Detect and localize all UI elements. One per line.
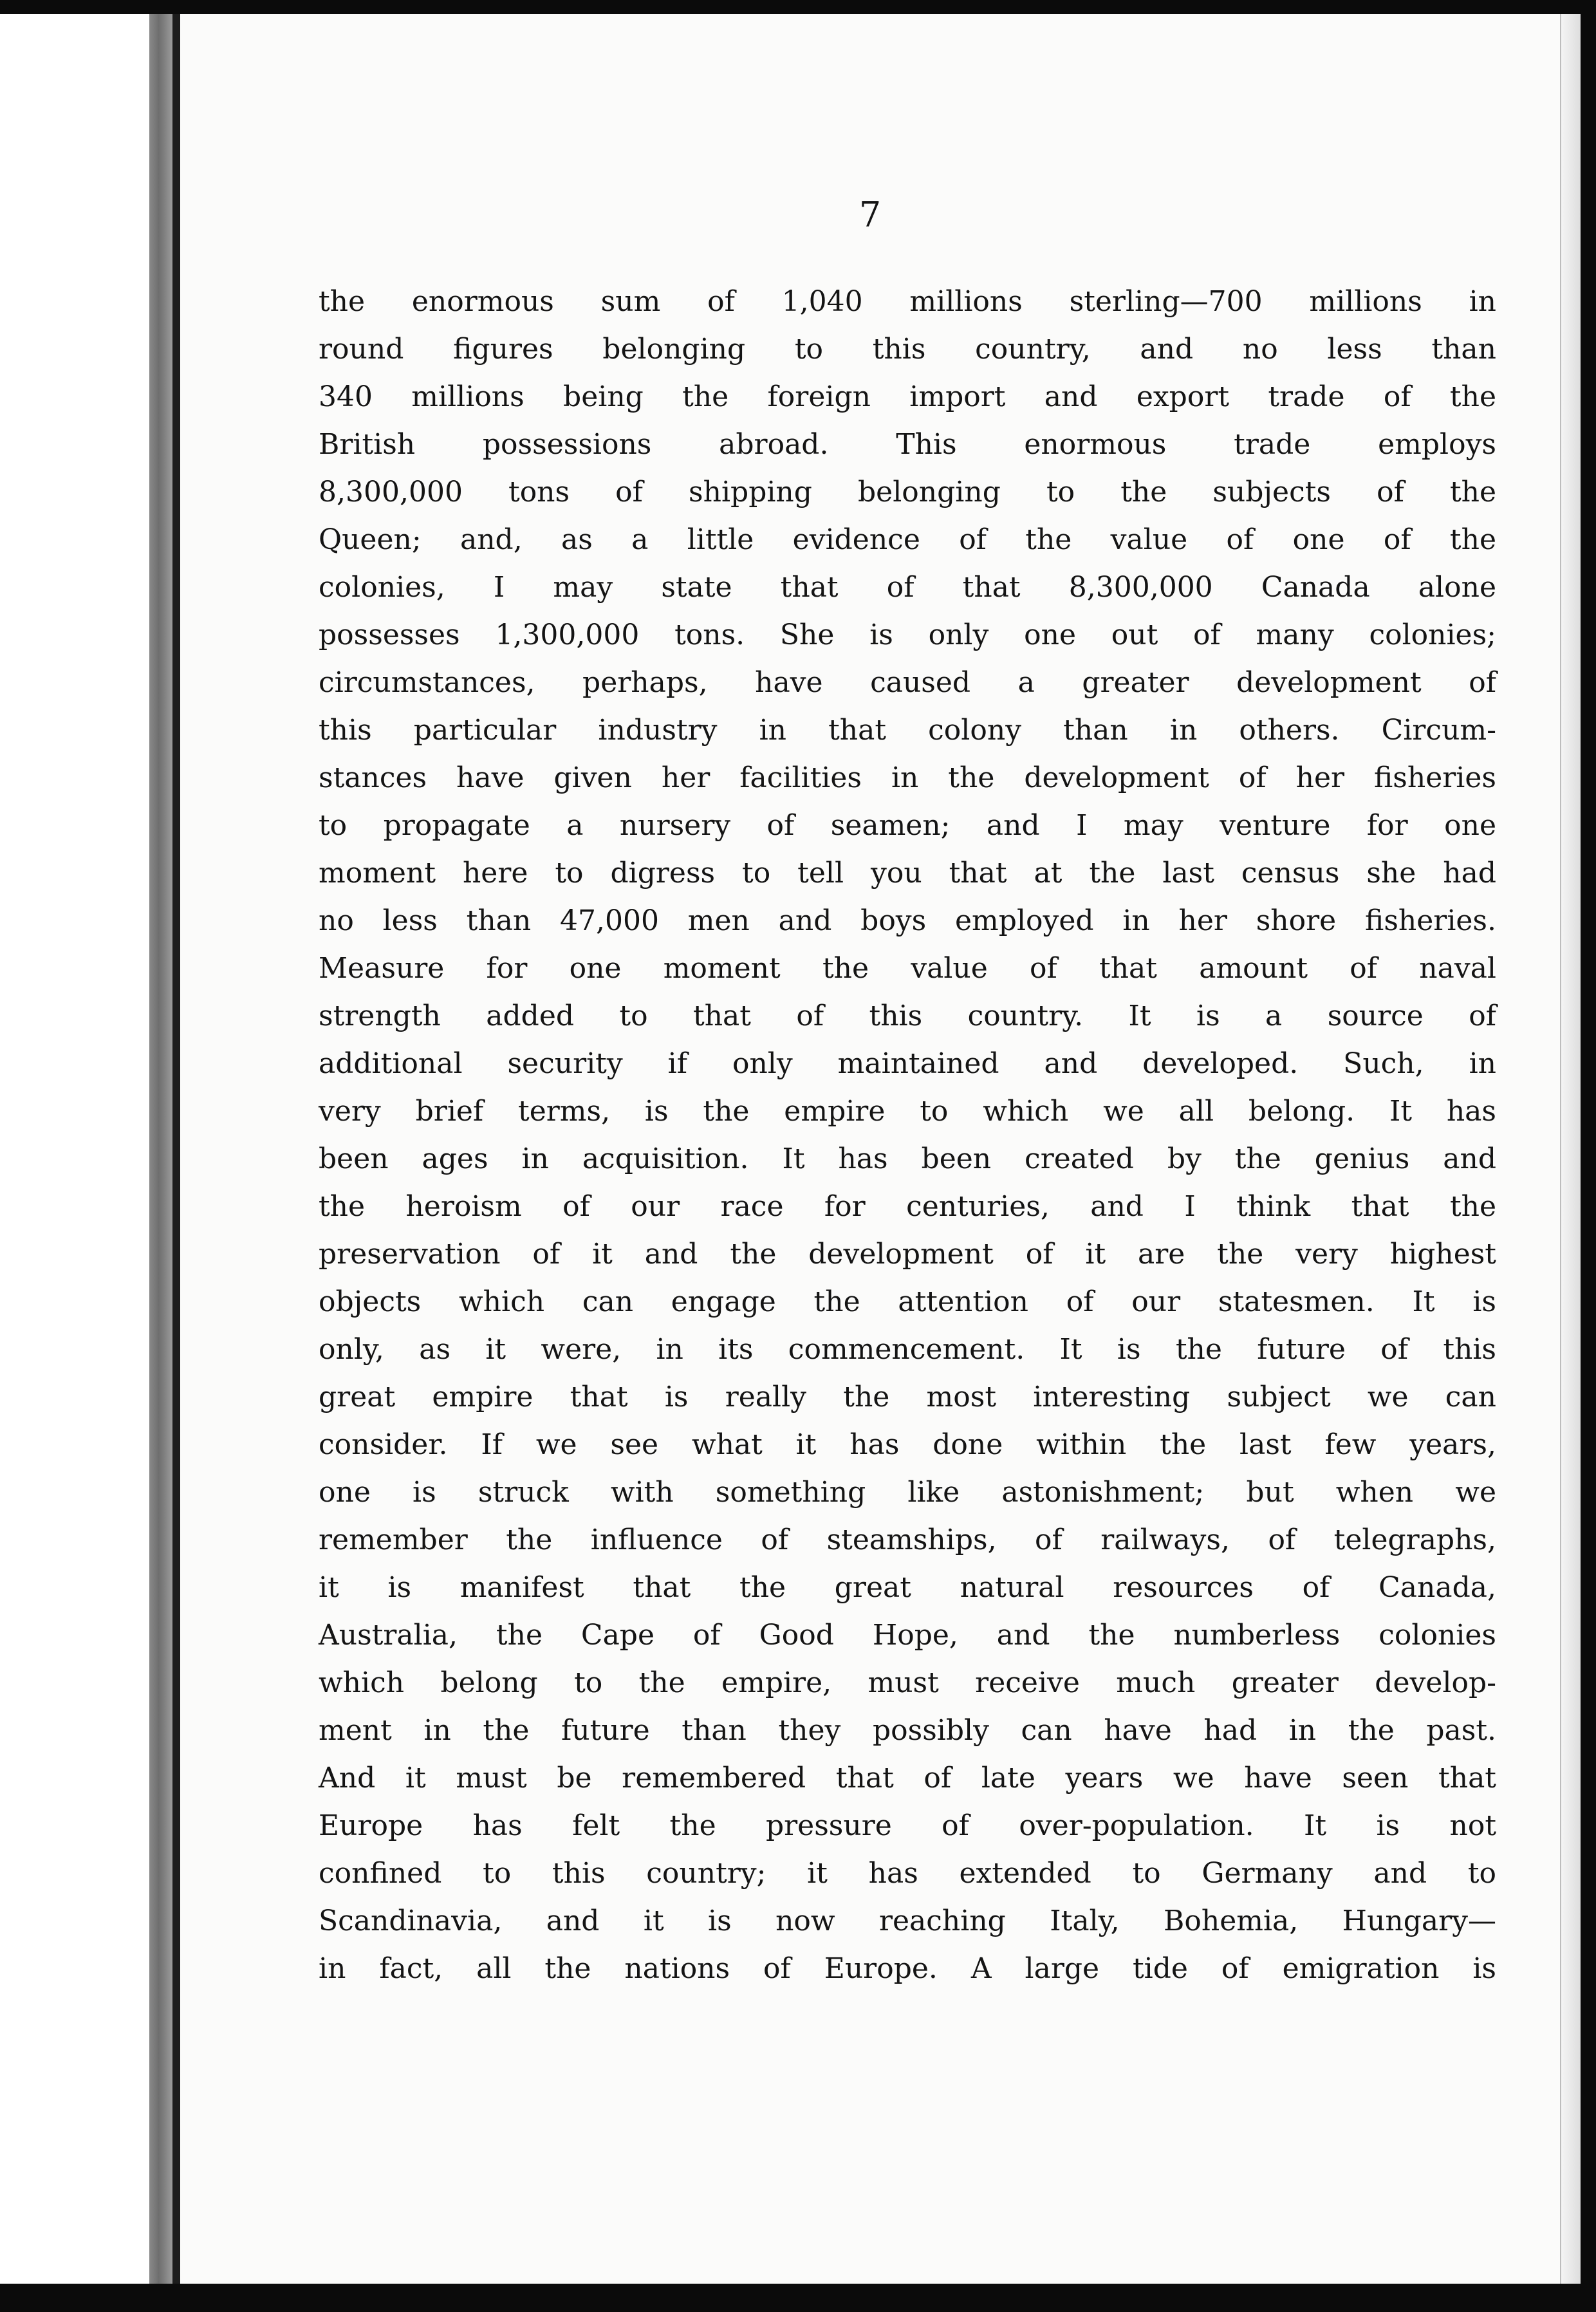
text-line: objects which can engage the attention of our statesmen. It is (319, 1285, 1496, 1318)
text-line: round figures belonging to this country, and no less than (319, 333, 1496, 366)
scan-border-right (1581, 0, 1596, 2312)
text-line: Measure for one moment the value of that amount of naval (319, 952, 1496, 985)
text-line: been ages in acquisition. It has been created by the genius and (319, 1142, 1496, 1175)
text-line: Queen; and, as a little evidence of the value of one of the (319, 523, 1496, 556)
text-line: it is manifest that the great natural resources of Canada, (319, 1571, 1496, 1604)
text-line: preservation of it and the development of it are the very highest (319, 1238, 1496, 1271)
text-line: circumstances, perhaps, have caused a greater development of (319, 666, 1496, 699)
text-line: possesses 1,300,000 tons. She is only one out of many colonies; (319, 619, 1496, 651)
binding-shadow (172, 14, 180, 2284)
text-line: strength added to that of this country. It is a source of (319, 1000, 1496, 1032)
page-edge-right (1560, 14, 1582, 2284)
text-line: Europe has felt the pressure of over-population. It is not (319, 1809, 1496, 1842)
scan-border-top (0, 0, 1596, 14)
text-line: Scandinavia, and it is now reaching Italy, Bohemia, Hungary— (319, 1905, 1496, 1937)
text-line: consider. If we see what it has done within the last few years, (319, 1428, 1496, 1461)
text-line: 340 millions being the foreign import and export trade of the (319, 380, 1496, 413)
text-line: the heroism of our race for centuries, and I think that the (319, 1190, 1496, 1223)
text-line: to propagate a nursery of seamen; and I may venture for one (319, 809, 1496, 842)
text-line: in fact, all the nations of Europe. A large tide of emigration is (319, 1952, 1496, 1985)
text-line: ment in the future than they possibly can have had in the past. (319, 1714, 1496, 1747)
binding-gutter (149, 14, 172, 2284)
text-line: colonies, I may state that of that 8,300,000 Canada alone (319, 571, 1496, 604)
text-line: this particular industry in that colony than in others. Circum- (319, 714, 1496, 747)
book-page (180, 14, 1560, 2284)
text-line: remember the influence of steamships, of railways, of telegraphs, (319, 1524, 1496, 1556)
body-text (319, 278, 1496, 1993)
text-line: which belong to the empire, must receive much greater develop- (319, 1666, 1496, 1699)
text-line: no less than 47,000 men and boys employed in her shore fisheries. (319, 904, 1496, 937)
text-line: confined to this country; it has extended to Germany and to (319, 1857, 1496, 1890)
text-line: Australia, the Cape of Good Hope, and the numberless colonies (319, 1619, 1496, 1652)
page-number: 7 (858, 194, 882, 235)
text-line: stances have given her facilities in the development of her fisheries (319, 761, 1496, 794)
text-line: only, as it were, in its commencement. It is the future of this (319, 1333, 1496, 1366)
text-line: moment here to digress to tell you that at the last census she had (319, 857, 1496, 890)
scan-border-bottom (0, 2284, 1596, 2312)
text-line: additional security if only maintained and developed. Such, in (319, 1047, 1496, 1080)
text-line: And it must be remembered that of late years we have seen that (319, 1762, 1496, 1795)
text-line: very brief terms, is the empire to which we all belong. It has (319, 1095, 1496, 1128)
text-line: the enormous sum of 1,040 millions sterling—700 millions in (319, 285, 1496, 318)
text-line: British possessions abroad. This enormous trade employs (319, 428, 1496, 461)
text-line: one is struck with something like astonishment; but when we (319, 1476, 1496, 1509)
text-line: 8,300,000 tons of shipping belonging to the subjects of the (319, 476, 1496, 508)
text-line: great empire that is really the most interesting subject we can (319, 1381, 1496, 1413)
facing-page-margin (0, 14, 149, 2284)
